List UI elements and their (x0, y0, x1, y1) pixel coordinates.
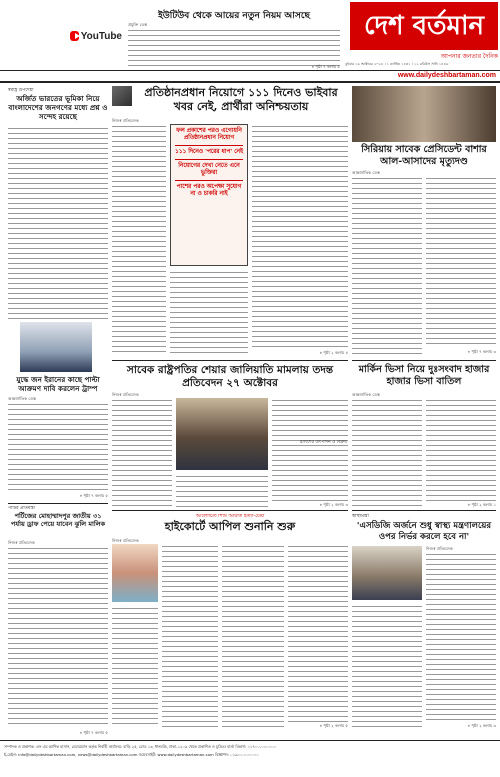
syria-headline: সিরিয়ায় সাবেক প্রেসিডেন্ট বাশার আল-আসাদের মৃত্যুদণ্ড (361, 144, 487, 167)
footer-line2: ই-মেইল: info@dailydeshbartaman.com, news@dailydeshbartaman.com ওয়েবসাইট: www.dailydeshbartaman.com বিজ্ঞাপন: ০১৯০০-০০০০০০ (4, 752, 259, 757)
trump-body (8, 402, 108, 492)
highcourt-body-col4 (288, 544, 348, 722)
eid-kicker: ইলিশের উৎপাদন ও বিক্রয় (300, 440, 348, 445)
health-byline: নিজস্ব প্রতিবেদক (426, 546, 453, 551)
president-photo (176, 398, 268, 470)
left-top-headline: অর্জিত ভারতের ভূমিকা নিয়ে বাংলাদেশের জনগণের মধ্যে প্রশ্ন ও সন্দেহ রয়েছে (8, 94, 108, 121)
left-bottom-rule (8, 503, 108, 504)
footer-rule (0, 740, 500, 741)
visa-rule (352, 360, 496, 361)
syria-byline: আন্তর্জাতিক ডেস্ক (352, 170, 380, 175)
left-top-body (8, 126, 108, 321)
masthead-rule (0, 70, 500, 71)
health-body-col2 (426, 552, 496, 722)
health-headline: 'এসডিজি অর্জনে শুধু স্বাস্থ্য মন্ত্রণালয়ের ওপর নির্ভর করলে হবে না' (356, 521, 492, 542)
president-headline: সাবেক রাষ্ট্রপতির শেয়ার জালিয়াতি মামলায় তদন্ত প্রতিবেদন ২৭ অক্টোবর (126, 364, 334, 389)
syria-photo (352, 86, 496, 142)
lead-byline: নিজস্ব প্রতিবেদক (112, 118, 139, 123)
lead-callout-1: ফল প্রকাশের পরও এগোয়নি প্রতিষ্ঠানপ্রধান নিয়োগ (176, 128, 242, 141)
president-body-col2 (176, 474, 268, 508)
visa-more: » পৃষ্ঠা ২ কলাম ১ (467, 502, 496, 507)
highcourt-rule (112, 510, 348, 511)
health-photo (352, 546, 422, 600)
highcourt-kicker: আলোচিত শিশু আয়াত হত্যা-চেষ্টা (195, 514, 265, 519)
youtube-logo-text: YouTube (80, 30, 122, 42)
trump-more: » পৃষ্ঠা ৭ কলাম ৫ (79, 493, 108, 498)
youtube-byline: প্রযুক্তি ডেস্ক (128, 22, 148, 27)
lead-headline: প্রতিষ্ঠানপ্রধান নিয়োগে ১১১ দিনেও ভাইবার খবর নেই, প্রার্থীরা অনিশ্চয়তায় (144, 86, 338, 113)
youtube-more: » পৃষ্ঠা ৭ কলাম ৫ (311, 64, 340, 69)
lead-callout-box (170, 124, 248, 266)
highcourt-more: » পৃষ্ঠা ২ কলাম ৫ (319, 723, 348, 728)
visa-body-col2 (426, 398, 496, 502)
president-rule (112, 360, 348, 361)
syria-body-col2 (426, 176, 496, 348)
lead-body-col1 (112, 124, 166, 356)
lead-callout-3: নিয়োগের দেখা নেতে এনে ভুক্তিরা (178, 163, 240, 176)
health-kicker: স্বাস্থ্যমন্ত্রী (352, 514, 369, 519)
lead-body-col2 (170, 270, 248, 356)
left-top-kicker: স্বরাষ্ট্র উপদেষ্টা (8, 88, 34, 93)
president-body-col3 (272, 398, 348, 502)
health-more: » পৃষ্ঠা ২ কলাম ৩ (467, 723, 496, 728)
highcourt-body-col2 (162, 544, 218, 728)
masthead-tagline: আপনার জনতার দৈনিক (440, 53, 498, 60)
masthead-website: www.dailydeshbartaman.com (397, 72, 496, 79)
visa-headline: মার্কিন ভিসা নিয়ে দুঃসংবাদ হাজার হাজার ভিসা বাতিল (358, 364, 490, 387)
left-bottom-body (8, 546, 108, 728)
trump-byline: আন্তর্জাতিক ডেস্ক (8, 396, 36, 401)
left-bottom-kicker: পার্টির প্রতিমন্ত্রী (8, 506, 35, 511)
youtube-play-icon (70, 31, 79, 41)
highcourt-headline: হাইকোর্টে আপিল শুনানি শুরু (164, 520, 296, 533)
visa-byline: আন্তর্জাতিক ডেস্ক (352, 392, 380, 397)
highcourt-body-col1 (112, 606, 158, 728)
masthead-rule-bottom (0, 81, 500, 83)
youtube-body (128, 28, 340, 66)
health-body-col1 (352, 604, 422, 728)
masthead-dateline: বুধবার ১৬ অক্টোবর ২০২৪ । ১ কার্তিক ১৪৩১ । ১২ রবিউস সানি ১৪৪৬ (345, 62, 449, 66)
syria-more: » পৃষ্ঠা ৭ কলাম ৩ (467, 349, 496, 354)
highcourt-byline: নিজস্ব প্রতিবেদক (112, 538, 139, 543)
highcourt-photo (112, 544, 158, 602)
youtube-headline: ইউটিউব থেকে আয়ের নতুন নিয়ম আসছে (158, 11, 310, 21)
left-bottom-headline: পর্টিজের মোহাম্মাদপুর জাতীয় ৩১ পর্যায় ড্রাফ পেয়ে যাবেন ঝুলি মালিক (10, 512, 106, 528)
trump-photo (20, 322, 92, 372)
president-more: » পৃষ্ঠা ২ কলাম ৩ (319, 502, 348, 507)
lead-photo (112, 86, 132, 106)
president-byline: নিজস্ব প্রতিবেদক (112, 392, 139, 397)
visa-body-col1 (352, 398, 422, 508)
left-bottom-more: » পৃষ্ঠা ৭ কলাম ৫ (79, 730, 108, 735)
health-rule (352, 510, 496, 511)
youtube-logo-box (70, 10, 122, 62)
lead-callout-4: পাশের পরও অপেক্ষা সুযোগ না ও চাকরি নাই (176, 184, 242, 197)
highcourt-body-col3 (222, 544, 284, 728)
lead-callout-2: ১১১ দিনেও 'পরের ধাপ' নেই (175, 149, 243, 155)
trump-headline: যুদ্ধে জন ইরানের কাছে পাল্টা আক্রমণ দাবি করলেন ট্রাম্প (16, 375, 100, 393)
left-bottom-byline: নিজস্ব প্রতিবেদক (8, 540, 35, 545)
masthead-title: দেশ বর্তমান (350, 2, 498, 50)
president-body-col1 (112, 398, 172, 508)
lead-more: » পৃষ্ঠা ২ কলাম ৪ (319, 350, 348, 355)
syria-body-col1 (352, 176, 422, 354)
footer-line1: সম্পাদক ও প্রকাশক: এস এম আশিক হাসান, চেয়ারম্যান কর্তৃক নির্বাহী কার্যালয়: বাড়ি ২৫, রোড ১৩, ধানমন্ডি, ঢাকা-১২০৯ থেকে প্রকাশিত ও মুদ্রিত। বার্তা বিভাগ: ০১৭০০-০০০০০০ (4, 744, 277, 749)
lead-body-col3 (252, 124, 348, 348)
